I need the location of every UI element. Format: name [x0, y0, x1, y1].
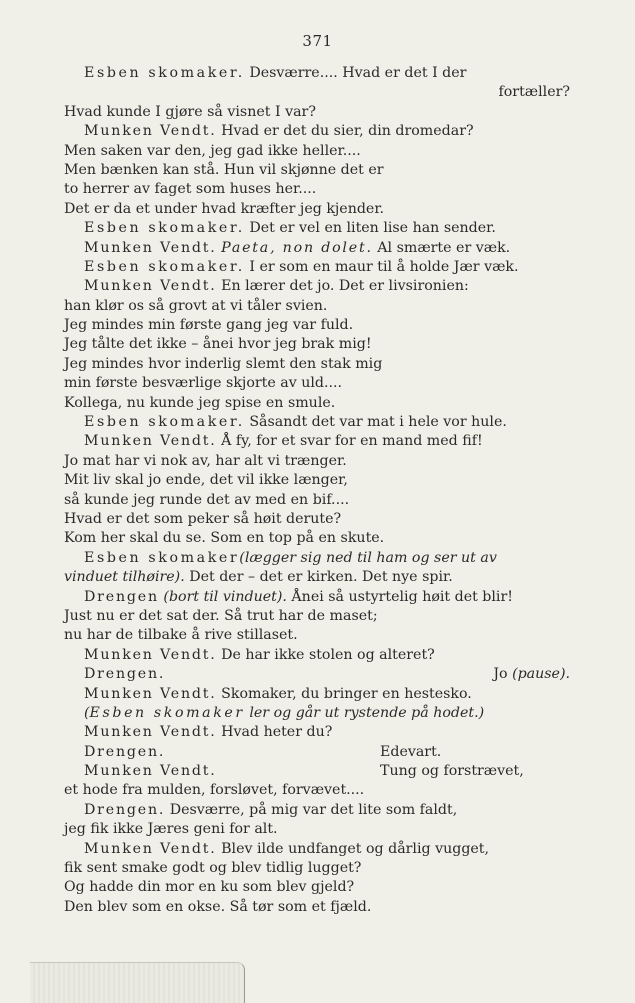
text-line: [64, 762, 570, 781]
text-span: et hode fra mulden, forsløvet, forvævet....: [64, 782, 365, 799]
line-main-part: [64, 336, 372, 352]
text-line: [64, 413, 570, 432]
text-span: Jeg mindes min første gang jeg var fuld.: [64, 317, 354, 334]
line-right-part: [380, 762, 570, 781]
line-main-part: [64, 608, 378, 624]
text-span: Esben skomaker: [89, 704, 245, 721]
text-span: Munken Vendt.: [84, 840, 217, 857]
text-line: [64, 646, 570, 665]
line-main-part: [84, 220, 496, 236]
text-span: Desværre.... Hvad er det I der: [244, 65, 467, 81]
text-span: Tung og forstrævet,: [380, 763, 524, 780]
text-span: nu har de tilbake å rive stillaset.: [64, 627, 298, 644]
text-span: Det der – det er kirken. Det nye spir.: [184, 569, 453, 586]
line-main-part: [64, 317, 353, 333]
text-line: [64, 607, 570, 626]
line-main-part: [84, 65, 466, 81]
text-line: [64, 491, 570, 510]
line-main-part: [84, 240, 510, 256]
line-main-part: [64, 162, 384, 178]
text-span: De har ikke stolen og alteret?: [216, 646, 435, 663]
text-span: Kom her skal du se. Som en top på en skute.: [64, 530, 385, 547]
text-span: jeg fik ikke Jæres geni for alt.: [64, 821, 278, 838]
line-main-part: [64, 201, 384, 217]
text-span: fik sent smake godt og blev tidlig lugget?: [64, 860, 362, 877]
text-span: Drengen.: [84, 801, 166, 818]
line-main-part: [84, 665, 165, 684]
text-line: [64, 801, 570, 820]
text-span: (lægger sig ned til ham og ser ut av: [239, 549, 497, 566]
text-span: fortæller?: [498, 84, 570, 101]
line-main-part: [499, 84, 570, 100]
text-span: (: [84, 704, 90, 721]
line-main-part: [84, 686, 472, 702]
text-line: [64, 355, 570, 374]
text-span: vinduet tilhøire).: [64, 569, 185, 586]
line-main-part: [84, 802, 457, 818]
line-right-part: [493, 665, 570, 684]
text-span: Just nu er det sat der. Så trut har de maset;: [64, 607, 378, 624]
verse-text: [64, 64, 570, 917]
line-main-part: [84, 724, 332, 740]
line-main-part: [64, 860, 361, 876]
text-line: [64, 471, 570, 490]
text-line: [64, 432, 570, 451]
line-main-part: [84, 278, 469, 294]
text-span: Esben skomaker: [84, 549, 240, 566]
text-line: [64, 277, 570, 296]
text-span: Det er da et under hvad kræfter jeg kjender.: [64, 200, 385, 217]
line-main-part: [64, 782, 364, 798]
line-main-part: [64, 492, 349, 508]
text-line: [64, 83, 570, 102]
text-line: [64, 161, 570, 180]
line-main-part: [84, 647, 435, 663]
line-main-part: [84, 433, 483, 449]
text-span: Esben skomaker.: [84, 65, 245, 81]
text-span: Skomaker, du bringer en hestesko.: [216, 685, 472, 702]
line-main-part: [84, 841, 489, 857]
text-span: Al smærte er væk.: [372, 239, 511, 256]
page-number: 371: [302, 32, 333, 50]
text-line: [64, 781, 570, 800]
text-span: Drengen.: [84, 666, 166, 683]
line-main-part: [64, 375, 342, 391]
line-main-part: [64, 472, 348, 488]
text-span: Jo mat har vi nok av, har alt vi trænger.: [64, 452, 347, 469]
text-line: [64, 219, 570, 238]
text-span: Munken Vendt.: [84, 646, 217, 663]
text-line: [64, 665, 570, 684]
text-span: Ånei så ustyrtelig høit det blir!: [286, 588, 513, 605]
text-line: [64, 122, 570, 141]
line-main-part: [64, 569, 453, 585]
text-span: Det er vel en liten lise han sender.: [244, 220, 496, 237]
text-span: I er som en maur til å holde Jær væk.: [244, 258, 519, 275]
text-span: Mit liv skal jo ende, det vil ikke længer,: [64, 472, 348, 489]
text-line: [64, 180, 570, 199]
line-main-part: [64, 879, 354, 895]
text-span: Munken Vendt.: [84, 724, 217, 741]
text-span: Og hadde din mor en ku som blev gjeld?: [64, 879, 355, 896]
text-span: Munken Vendt.: [84, 123, 217, 140]
text-span: Edevart.: [380, 743, 442, 760]
text-line: [64, 898, 570, 917]
text-span: min første besværlige skjorte av uld....: [64, 375, 343, 392]
line-main-part: [84, 589, 513, 605]
text-span: Hvad heter du?: [216, 724, 333, 741]
text-line: [64, 394, 570, 413]
text-line: [64, 239, 570, 258]
text-line: [64, 704, 570, 723]
text-span: Paeta, non dolet.: [221, 239, 373, 256]
text-line: [64, 878, 570, 897]
text-line: [64, 626, 570, 645]
line-main-part: [64, 395, 335, 411]
text-span: Hvad kunde I gjøre så visnet I var?: [64, 103, 316, 120]
text-span: ler og går ut rystende på hodet.): [244, 704, 485, 721]
text-span: Esben skomaker.: [84, 220, 245, 237]
text-line: [64, 374, 570, 393]
text-span: Desværre, på mig var det lite som faldt,: [165, 801, 458, 818]
text-line: [64, 568, 570, 587]
text-span: Munken Vendt.: [84, 685, 217, 702]
line-main-part: [64, 453, 347, 469]
text-line: [64, 200, 570, 219]
text-span: to herrer av faget som huses her....: [64, 181, 317, 198]
text-span: Den blev som en okse. Så tør som et fjæld.: [64, 898, 372, 915]
text-line: [64, 588, 570, 607]
line-main-part: [84, 414, 507, 430]
line-main-part: [64, 627, 298, 643]
text-line: [64, 743, 570, 762]
text-span: Drengen.: [84, 743, 166, 760]
line-main-part: [84, 259, 519, 275]
text-span: Munken Vendt.: [84, 433, 217, 450]
text-line: [64, 258, 570, 277]
text-span: han klør os så grovt at vi tåler svien.: [64, 297, 328, 314]
text-span: Hvad er det som peker så høit derute?: [64, 510, 342, 527]
text-line: [64, 510, 570, 529]
line-main-part: [64, 298, 327, 314]
text-line: [64, 142, 570, 161]
page-edge-mark: [30, 962, 245, 1003]
text-line: [64, 859, 570, 878]
line-main-part: [64, 899, 371, 915]
text-line: [64, 723, 570, 742]
text-span: Såsandt det var mat i hele vor hule.: [244, 414, 507, 431]
text-line: [64, 529, 570, 548]
line-main-part: [84, 550, 497, 566]
line-main-part: [64, 821, 278, 837]
text-span: Munken Vendt.: [84, 763, 217, 780]
text-span: Jeg tålte det ikke – ånei hvor jeg brak mig!: [64, 336, 372, 353]
text-span: Jo: [493, 666, 513, 683]
text-span: Esben skomaker.: [84, 414, 245, 431]
line-main-part: [84, 123, 474, 139]
text-span: (pause).: [512, 666, 570, 683]
line-main-part: [84, 743, 165, 762]
text-line: [64, 335, 570, 354]
text-span: Jeg mindes hvor inderlig slemt den stak mig: [64, 355, 383, 372]
text-span: Men bænken kan stå. Hun vil skjønne det er: [64, 161, 384, 178]
text-span: Munken Vendt.: [84, 239, 217, 256]
line-main-part: [64, 181, 316, 197]
text-span: Blev ilde undfanget og dårlig vugget,: [216, 840, 490, 857]
line-main-part: [64, 511, 341, 527]
text-line: [64, 64, 570, 83]
text-line: [64, 297, 570, 316]
line-main-part: [84, 705, 484, 721]
text-line: [64, 820, 570, 839]
text-span: Drengen: [84, 588, 159, 605]
line-right-part: [380, 743, 570, 762]
text-span: (bort til vinduet).: [163, 588, 287, 605]
line-main-part: [64, 143, 361, 159]
line-main-part: [64, 356, 382, 372]
text-line: [64, 840, 570, 859]
text-span: Kollega, nu kunde jeg spise en smule.: [64, 394, 336, 411]
text-span: En lærer det jo. Det er livsironien:: [216, 278, 469, 295]
text-span: Munken Vendt.: [84, 278, 217, 295]
text-line: [64, 316, 570, 335]
text-span: Hvad er det du sier, din dromedar?: [216, 123, 474, 140]
text-line: [64, 685, 570, 704]
line-main-part: [64, 530, 384, 546]
line-main-part: [64, 104, 316, 120]
line-main-part: [84, 762, 217, 781]
text-span: Å fy, for et svar for en mand med fif!: [216, 433, 483, 450]
text-line: [64, 549, 570, 568]
text-span: Esben skomaker.: [84, 258, 245, 275]
text-line: [64, 452, 570, 471]
text-span: Men saken var den, jeg gad ikke heller....: [64, 142, 361, 159]
text-span: så kunde jeg runde det av med en bif....: [64, 491, 350, 508]
text-line: [64, 103, 570, 122]
